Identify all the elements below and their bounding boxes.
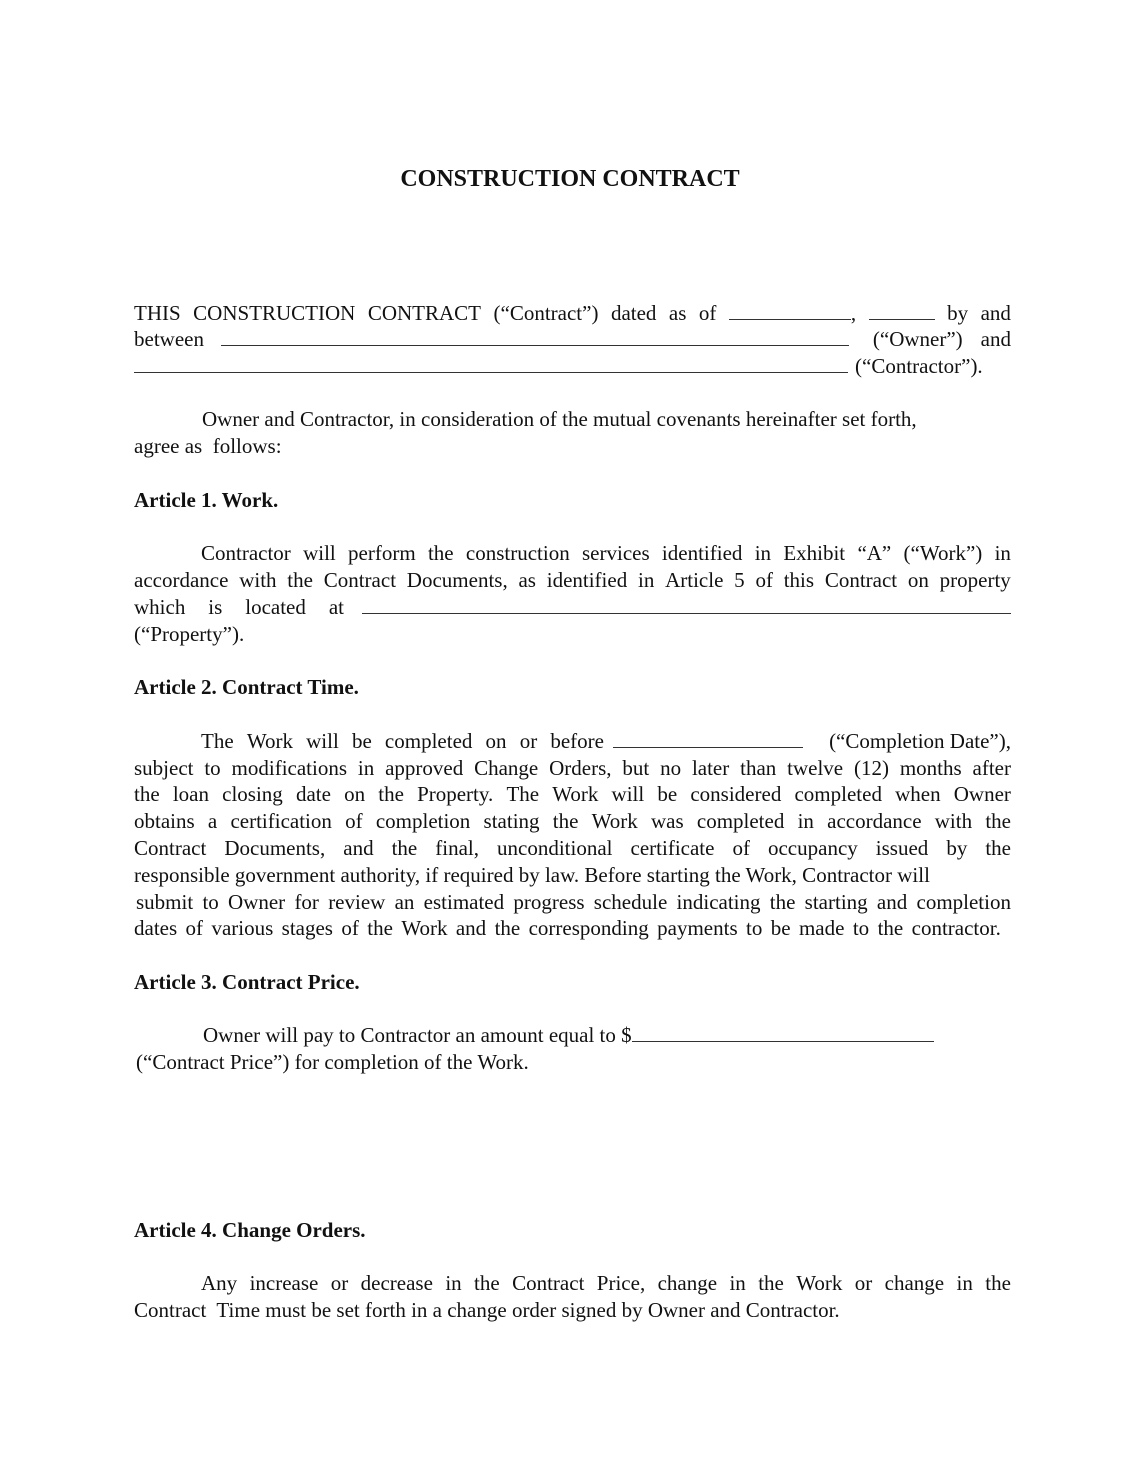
text-word: is — [208, 595, 223, 619]
text-word: after — [972, 756, 1011, 780]
article-4-line-1 — [134, 1270, 1011, 1297]
text-word: Article — [665, 568, 724, 592]
text-word: date — [295, 782, 331, 806]
text-word: construction — [465, 541, 570, 565]
text-word: Contract — [134, 836, 207, 860]
text-word: Work — [591, 809, 638, 833]
text-word: review — [328, 890, 386, 914]
article-3-line-1 — [134, 1022, 1011, 1049]
intro-word: between — [134, 327, 204, 351]
intro-word: dated — [610, 301, 657, 325]
completion-date-label: (“Completion Date”), — [829, 729, 1011, 753]
text-word: of — [755, 568, 773, 592]
text-word: Contract — [824, 568, 898, 592]
text-word: certification — [230, 809, 332, 833]
text-word: an — [394, 890, 415, 914]
text-word: but — [622, 756, 650, 780]
text-word: for — [294, 890, 319, 914]
intro-word: CONSTRUCTION — [193, 301, 356, 325]
year-blank[interactable] — [869, 302, 935, 320]
text-word: before — [550, 729, 604, 753]
text-word: months — [899, 756, 962, 780]
text-word: the — [985, 836, 1011, 860]
text-word: issued — [875, 836, 929, 860]
text-word: Documents, — [224, 836, 326, 860]
text-word: of — [185, 916, 204, 940]
text-word: in — [637, 568, 655, 592]
text-word: be — [770, 916, 791, 940]
text-word: in — [357, 756, 375, 780]
text-word: Contractor — [201, 541, 291, 565]
intro-word: of — [698, 301, 717, 325]
text-word: the — [877, 916, 904, 940]
text-word: on — [344, 782, 366, 806]
text-word: various — [211, 916, 274, 940]
text-word: on — [485, 729, 507, 753]
intro-line-3 — [134, 353, 1011, 380]
text-word: Exhibit — [783, 541, 846, 565]
text-word: Change — [474, 756, 539, 780]
text-word: “A” — [857, 541, 892, 565]
text-word: and — [876, 890, 908, 914]
document-title: CONSTRUCTION CONTRACT — [400, 166, 740, 192]
text-word: with — [934, 809, 973, 833]
text-word: indicating — [676, 890, 761, 914]
text-word: at — [328, 595, 344, 619]
text-word: the — [985, 1271, 1011, 1295]
contractor-name-blank[interactable] — [134, 355, 848, 373]
text-word: schedule — [593, 890, 668, 914]
text-word: estimated — [423, 890, 505, 914]
text-word: accordance — [827, 809, 922, 833]
text-word: change — [657, 1271, 718, 1295]
text-word: or — [330, 1271, 349, 1295]
intro-word: CONTRACT — [367, 301, 482, 325]
text-word: as — [518, 568, 536, 592]
text-word: or — [854, 1271, 873, 1295]
text-word: the — [769, 890, 796, 914]
text-word: the — [494, 916, 521, 940]
text-word: the — [367, 916, 393, 940]
text-word: starting — [804, 890, 868, 914]
article-1-line-2 — [134, 567, 1011, 594]
text-word: Property. — [417, 782, 494, 806]
article-2-line-1-words — [201, 728, 604, 755]
text-word: identified — [546, 568, 628, 592]
text-word: to — [746, 916, 763, 940]
owner-name-blank[interactable] — [221, 328, 849, 346]
text-word: will — [611, 782, 645, 806]
text-word: of — [345, 809, 363, 833]
text-word: Contract — [512, 1271, 585, 1295]
text-word: in — [994, 541, 1011, 565]
article-2-line-6: responsible government authority, if required by law. Before starting the Work, Contractor will — [134, 863, 930, 887]
text-word: the — [378, 782, 404, 806]
text-word: Work — [401, 916, 448, 940]
text-word: when — [895, 782, 941, 806]
text-word: than — [740, 756, 777, 780]
text-word: completed — [696, 809, 785, 833]
text-word: twelve — [787, 756, 844, 780]
article-3-heading: Article 3. Contract Price. — [134, 970, 360, 994]
text-word: occupancy — [767, 836, 858, 860]
text-word: obtains — [134, 809, 195, 833]
text-word: will — [306, 729, 339, 753]
article-2-line-5 — [134, 835, 1011, 862]
contractor-label: (“Contractor”). — [855, 354, 983, 378]
text-word: and — [343, 836, 374, 860]
text-word: made — [798, 916, 845, 940]
intro-word: and — [980, 327, 1011, 351]
text-word: will — [303, 541, 336, 565]
text-word: be — [657, 782, 678, 806]
text-word: in — [754, 541, 772, 565]
text-word: in — [729, 1271, 746, 1295]
text-word: in — [956, 1271, 973, 1295]
text-word: (12) — [853, 756, 889, 780]
text-word: in — [445, 1271, 462, 1295]
text-word: progress — [513, 890, 585, 914]
text-word: certificate — [630, 836, 715, 860]
text-word: to — [852, 916, 870, 940]
text-word: (“Work”) — [903, 541, 983, 565]
text-word: change — [884, 1271, 945, 1295]
text-word: or — [519, 729, 538, 753]
text-word: completed — [384, 729, 473, 753]
article-1-line-3-words — [134, 594, 344, 621]
date-blanks — [729, 300, 856, 327]
text-word: services — [582, 541, 650, 565]
intro-line-1 — [134, 300, 1011, 327]
intro-word: (“Contract”) — [493, 301, 599, 325]
text-word: The — [201, 729, 234, 753]
text-word: identified — [661, 541, 743, 565]
text-word: unconditional — [497, 836, 613, 860]
intro-line-2 — [134, 326, 1011, 353]
text-word: Price, — [596, 1271, 646, 1295]
text-word: the — [552, 809, 579, 833]
article-4-heading: Article 4. Change Orders. — [134, 1218, 366, 1242]
text-word: the — [391, 836, 418, 860]
text-word: perform — [348, 541, 416, 565]
text-word: on — [907, 568, 929, 592]
article-2-line-1 — [134, 728, 1011, 755]
text-word: 5 — [734, 568, 745, 592]
text-word: to — [204, 756, 221, 780]
intro-word: THIS — [134, 301, 181, 325]
text-word: this — [783, 568, 815, 592]
text-word: Work — [796, 1271, 843, 1295]
article-4-line-2: Contract Time must be set forth in a change order signed by Owner and Contractor. — [134, 1298, 840, 1322]
text-word: submit — [136, 890, 194, 914]
text-word: with — [239, 568, 277, 592]
text-word: closing — [222, 782, 283, 806]
text-word: the — [474, 1271, 500, 1295]
text-word: subject — [134, 756, 194, 780]
text-word: to — [202, 890, 219, 914]
article-2-line-3 — [134, 781, 1011, 808]
text-word: was — [650, 809, 684, 833]
text-word: located — [245, 595, 306, 619]
text-word: Contract — [323, 568, 397, 592]
article-1-line-3 — [134, 594, 1011, 621]
article-2-heading: Article 2. Contract Time. — [134, 675, 359, 699]
text-word: Documents, — [406, 568, 508, 592]
text-word: the — [287, 568, 313, 592]
owner-label: (“Owner”) — [872, 327, 963, 351]
text-word: completion — [375, 809, 471, 833]
intro-word: and — [980, 301, 1011, 325]
text-word: by — [946, 836, 968, 860]
date-blank[interactable] — [729, 302, 851, 320]
text-word: stages — [281, 916, 333, 940]
article-2-line-2 — [134, 755, 1011, 782]
text-word: the — [134, 782, 160, 806]
text-word: property — [939, 568, 1011, 592]
text-word: Work — [246, 729, 293, 753]
text-word: decrease — [360, 1271, 433, 1295]
article-2-line-4 — [134, 808, 1011, 835]
text-word: The — [506, 782, 540, 806]
completion-date-blank[interactable] — [613, 730, 803, 748]
intro-word: by — [947, 301, 969, 325]
text-word: Orders, — [549, 756, 612, 780]
text-word: of — [732, 836, 750, 860]
consideration-line-2: agree as follows: — [134, 434, 282, 458]
property-address-blank[interactable] — [362, 596, 1011, 614]
text-word: the — [427, 541, 454, 565]
text-word: accordance — [134, 568, 229, 592]
text-word: Owner — [228, 890, 286, 914]
text-word: increase — [249, 1271, 319, 1295]
article-1-line-1 — [134, 540, 1011, 567]
article-3-line-2: (“Contract Price”) for completion of the Work. — [136, 1050, 529, 1074]
text-word: a — [207, 809, 218, 833]
text-word: loan — [172, 782, 209, 806]
intro-comma: , — [850, 301, 857, 325]
contract-price-blank[interactable] — [632, 1024, 934, 1042]
article-1-line-4: (“Property”). — [134, 622, 245, 646]
text-word: later — [691, 756, 730, 780]
text-word: contractor. — [911, 916, 1001, 940]
text-word: modifications — [231, 756, 348, 780]
text-word: corresponding — [528, 916, 649, 940]
text-word: approved — [385, 756, 464, 780]
contract-price-text: Owner will pay to Contractor an amount equal to $ — [203, 1023, 632, 1047]
text-word: final, — [435, 836, 479, 860]
intro-word: as — [668, 301, 687, 325]
consideration-line-1: Owner and Contractor, in consideration of the mutual covenants hereinafter set forth, — [202, 407, 917, 431]
article-2-line-8 — [134, 915, 1001, 942]
text-word: of — [341, 916, 359, 940]
text-word: stating — [483, 809, 540, 833]
text-word: in — [797, 809, 814, 833]
article-2-line-7 — [134, 889, 1011, 916]
text-word: the — [985, 809, 1011, 833]
text-word: and — [455, 916, 487, 940]
text-word: which — [134, 595, 186, 619]
text-word: completion — [916, 890, 1011, 914]
text-word: payments — [657, 916, 738, 940]
text-word: considered — [690, 782, 782, 806]
text-word: Work — [552, 782, 599, 806]
text-word: Owner — [953, 782, 1011, 806]
text-word: no — [660, 756, 682, 780]
article-1-heading: Article 1. Work. — [134, 488, 279, 512]
text-word: be — [351, 729, 372, 753]
text-word: dates — [134, 916, 178, 940]
text-word: Any — [201, 1271, 238, 1295]
text-word: completed — [794, 782, 882, 806]
text-word: the — [758, 1271, 784, 1295]
